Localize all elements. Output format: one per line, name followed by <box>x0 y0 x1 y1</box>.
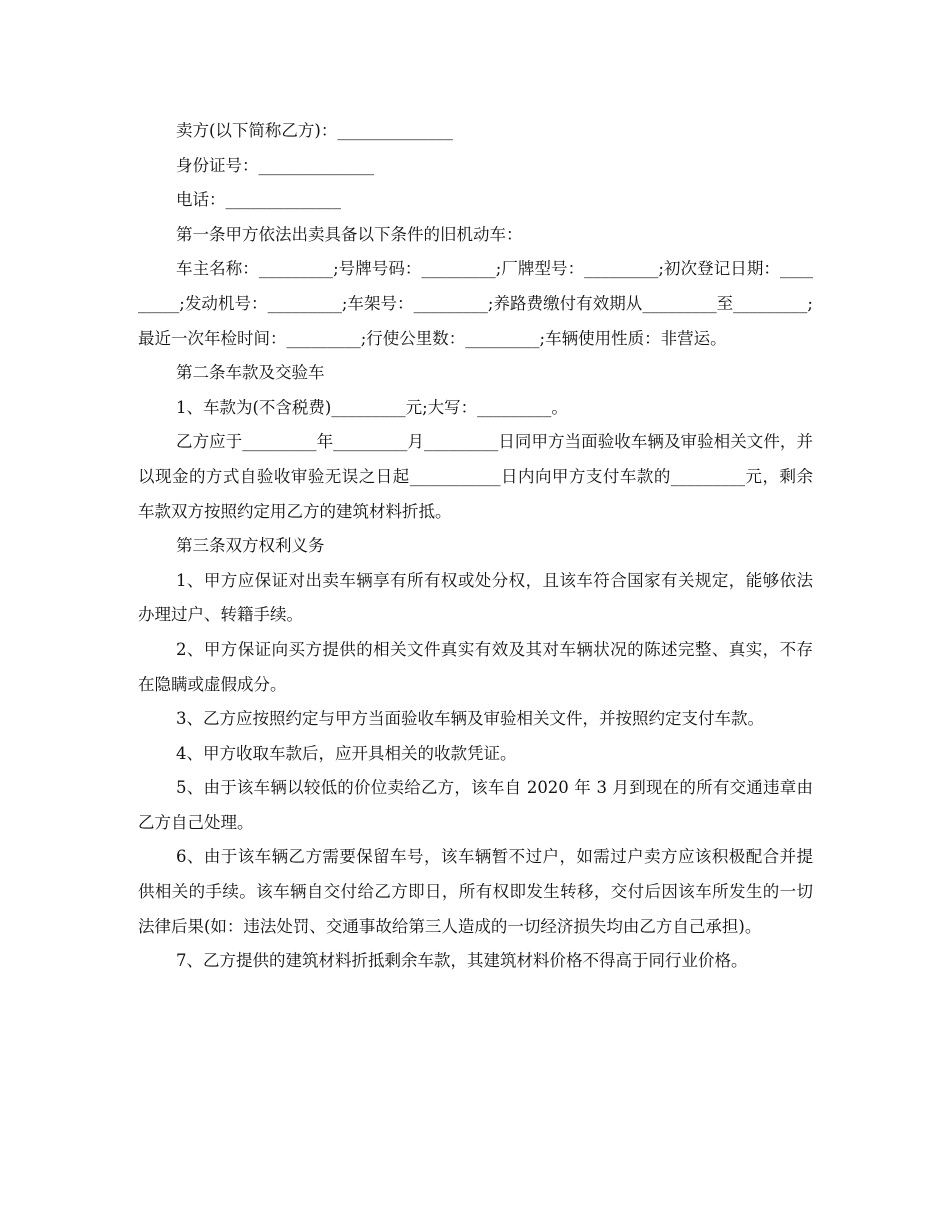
article-1-heading: 第一条甲方依法出卖具备以下条件的旧机动车： <box>176 224 523 244</box>
contract-page <box>138 114 813 979</box>
article-2-heading: 第二条车款及交验车 <box>176 363 325 383</box>
vehicle-details-paragraph: 车主名称：_________;号牌号码：_________;厂牌型号：_________;初次登记日期：_________;发动机号：_________;车架号：_________;养路费缴付有效期从_________至_________;最近一次年检时间：_________;行使公里数：_________;车辆使用性质：非营运。 <box>138 259 813 348</box>
obligation-5: 5、由于该车辆以较低的价位卖给乙方，该车自 2020 年 3 月到现在的所有交通违章由乙方自己处理。 <box>138 778 813 832</box>
obligation-4: 4、甲方收取车款后，应开具相关的收款凭证。 <box>176 743 517 763</box>
obligation-6: 6、由于该车辆乙方需要保留车号，该车辆暂不过户，如需过户卖方应该积极配合并提供相关的手续。该车辆自交付给乙方即日，所有权即发生转移，交付后因该车所发生的一切法律后果(如：违法处罚、交通事故给第三人造成的一切经济损失均由乙方自己承担)。 <box>138 847 813 936</box>
price-clause: 1、车款为(不含税费)_________元;大写：_________。 <box>176 397 568 417</box>
obligation-3: 3、乙方应按照约定与甲方当面验收车辆及审验相关文件，并按照约定支付车款。 <box>176 709 764 729</box>
obligation-1: 1、甲方应保证对出卖车辆享有所有权或处分权，且该车符合国家有关规定，能够依法办理过户、转籍手续。 <box>138 570 813 625</box>
seller-id-line: 身份证号：______________ <box>176 155 374 175</box>
obligation-7: 7、乙方提供的建筑材料折抵剩余车款，其建筑材料价格不得高于同行业价格。 <box>176 951 748 971</box>
payment-clause: 乙方应于_________年_________月_________日同甲方当面验收车辆及审验相关文件，并以现金的方式自验收审验无误之日起___________日内向甲方支付车款的_________元，剩余车款双方按照约定用乙方的建筑材料折抵。 <box>138 432 813 521</box>
obligation-2: 2、甲方保证向买方提供的相关文件真实有效及其对车辆状况的陈述完整、真实，不存在隐瞒或虚假成分。 <box>138 639 813 694</box>
article-3-heading: 第三条双方权利义务 <box>176 536 325 556</box>
seller-phone-line: 电话：______________ <box>176 190 341 210</box>
seller-name-line: 卖方(以下简称乙方)：______________ <box>176 121 453 140</box>
